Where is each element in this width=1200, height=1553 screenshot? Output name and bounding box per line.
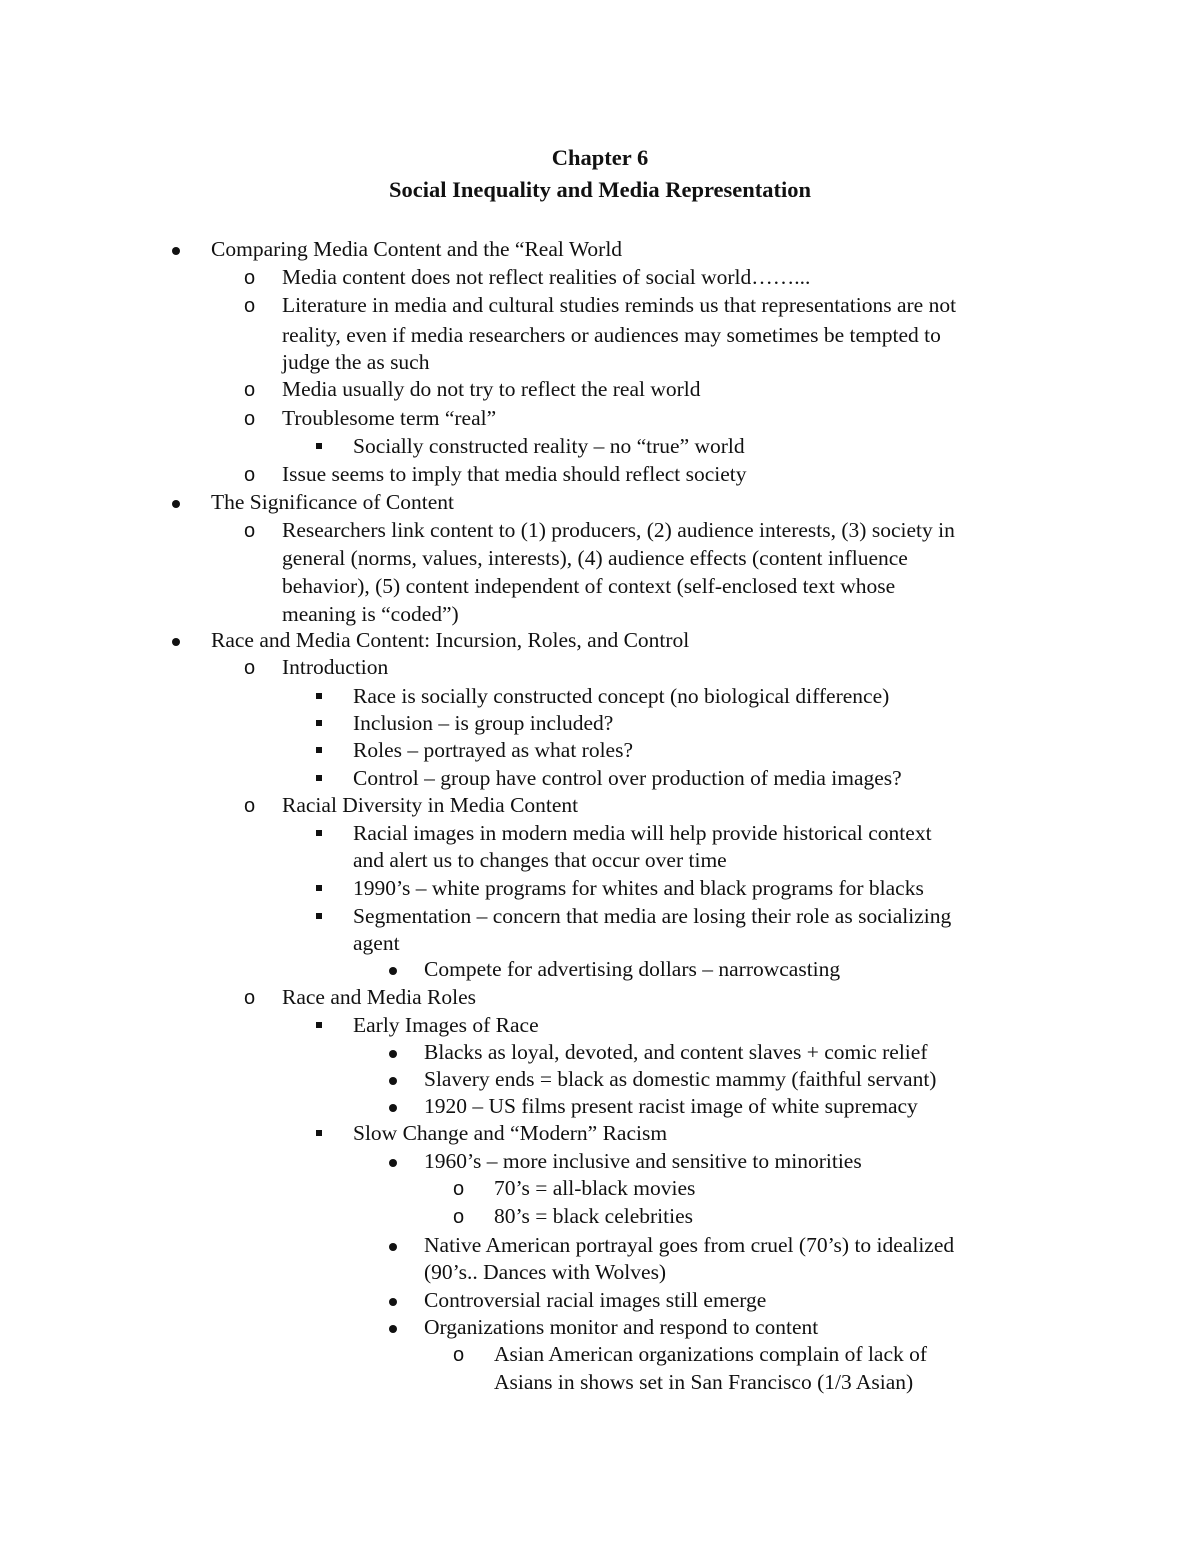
outline-item-text: Inclusion – is group included?: [353, 711, 614, 735]
outline-item-text: Asian American organizations complain of lack of: [494, 1342, 928, 1366]
outline-item-text: general (norms, values, interests), (4) audience effects (content influence: [282, 546, 908, 570]
outline-item-text: (90’s.. Dances with Wolves): [424, 1260, 667, 1284]
disc-icon: [389, 1243, 397, 1251]
outline-item-text: Media usually do not try to reflect the real world: [282, 377, 701, 401]
outline-item-text: Asians in shows set in San Francisco (1/3 Asian): [494, 1370, 914, 1394]
outline-item-text: 70’s = all-black movies: [494, 1176, 696, 1200]
outline-item-text: 80’s = black celebrities: [494, 1204, 693, 1228]
outline-item-text: 1920 – US films present racist image of white supremacy: [424, 1094, 918, 1118]
square-icon: [316, 720, 322, 726]
outline-item-text: agent: [353, 931, 400, 955]
chapter-heading: Chapter 6: [551, 145, 649, 170]
outline-item-text: Race and Media Content: Incursion, Roles, and Control: [211, 628, 690, 652]
disc-icon: [389, 1104, 397, 1112]
outline-item-text: judge the as such: [282, 350, 430, 374]
page-title: Social Inequality and Media Representation: [388, 177, 812, 202]
outline-item-text: behavior), (5) content independent of context (self-enclosed text whose: [282, 574, 896, 598]
outline-item-text: Researchers link content to (1) producers, (2) audience interests, (3) society in: [282, 518, 955, 542]
outline-item-text: and alert us to changes that occur over time: [353, 848, 727, 872]
outline-item-text: Control – group have control over production of media images?: [353, 766, 902, 790]
square-icon: [316, 885, 322, 891]
square-icon: [316, 830, 322, 836]
outline-item-text: Slavery ends = black as domestic mammy (faithful servant): [424, 1067, 937, 1091]
disc-icon: [389, 967, 397, 975]
outline-item-text: Roles – portrayed as what roles?: [353, 738, 634, 762]
outline-item-text: Media content does not reflect realities of social world……...: [282, 265, 811, 289]
circle-icon: o: [244, 987, 256, 1009]
square-icon: [316, 747, 322, 753]
outline-item-text: Blacks as loyal, devoted, and content slaves + comic relief: [424, 1040, 928, 1064]
outline-item-text: Native American portrayal goes from cruel (70’s) to idealized: [424, 1233, 955, 1257]
outline-item-text: Compete for advertising dollars – narrowcasting: [424, 957, 841, 981]
square-icon: [316, 693, 322, 699]
outline-item-text: Racial Diversity in Media Content: [282, 793, 579, 817]
outline-item-text: Race is socially constructed concept (no biological difference): [353, 684, 890, 708]
disc-icon: [389, 1325, 397, 1333]
outline-item-text: The Significance of Content: [211, 490, 454, 514]
outline-item-text: 1960’s – more inclusive and sensitive to minorities: [424, 1149, 862, 1173]
outline-item-text: Introduction: [282, 655, 389, 679]
square-icon: [316, 443, 322, 449]
disc-icon: [172, 638, 180, 646]
circle-icon: o: [453, 1206, 465, 1228]
outline-item-text: Socially constructed reality – no “true” world: [353, 434, 745, 458]
circle-icon: o: [244, 267, 256, 289]
outline-item-text: Racial images in modern media will help provide historical context: [353, 821, 932, 845]
outline-item-text: Controversial racial images still emerge: [424, 1288, 767, 1312]
square-icon: [316, 913, 322, 919]
outline-item-text: Race and Media Roles: [282, 985, 477, 1009]
outline-item-text: 1990’s – white programs for whites and black programs for blacks: [353, 876, 924, 900]
disc-icon: [172, 500, 180, 508]
square-icon: [316, 1022, 322, 1028]
circle-icon: o: [453, 1178, 465, 1200]
circle-icon: o: [244, 295, 256, 317]
outline-item-text: Comparing Media Content and the “Real World: [211, 237, 623, 261]
disc-icon: [389, 1298, 397, 1306]
outline-item-text: Literature in media and cultural studies reminds us that representations are not: [282, 293, 957, 317]
outline-item-text: Troublesome term “real”: [282, 406, 497, 430]
disc-icon: [389, 1159, 397, 1167]
circle-icon: o: [244, 379, 256, 401]
circle-icon: o: [244, 464, 256, 486]
outline-item-text: Early Images of Race: [353, 1013, 539, 1037]
outline-item-text: reality, even if media researchers or audiences may sometimes be tempted to: [282, 323, 941, 347]
disc-icon: [389, 1077, 397, 1085]
disc-icon: [172, 247, 180, 255]
circle-icon: o: [453, 1344, 465, 1366]
disc-icon: [389, 1050, 397, 1058]
outline-item-text: Issue seems to imply that media should reflect society: [282, 462, 747, 486]
outline-item-text: Slow Change and “Modern” Racism: [353, 1121, 668, 1145]
circle-icon: o: [244, 657, 256, 679]
circle-icon: o: [244, 520, 256, 542]
outline-item-text: meaning is “coded”): [282, 602, 459, 626]
square-icon: [316, 1130, 322, 1136]
circle-icon: o: [244, 795, 256, 817]
outline-item-text: Organizations monitor and respond to content: [424, 1315, 819, 1339]
circle-icon: o: [244, 408, 256, 430]
outline-item-text: Segmentation – concern that media are losing their role as socializing: [353, 904, 952, 928]
square-icon: [316, 775, 322, 781]
